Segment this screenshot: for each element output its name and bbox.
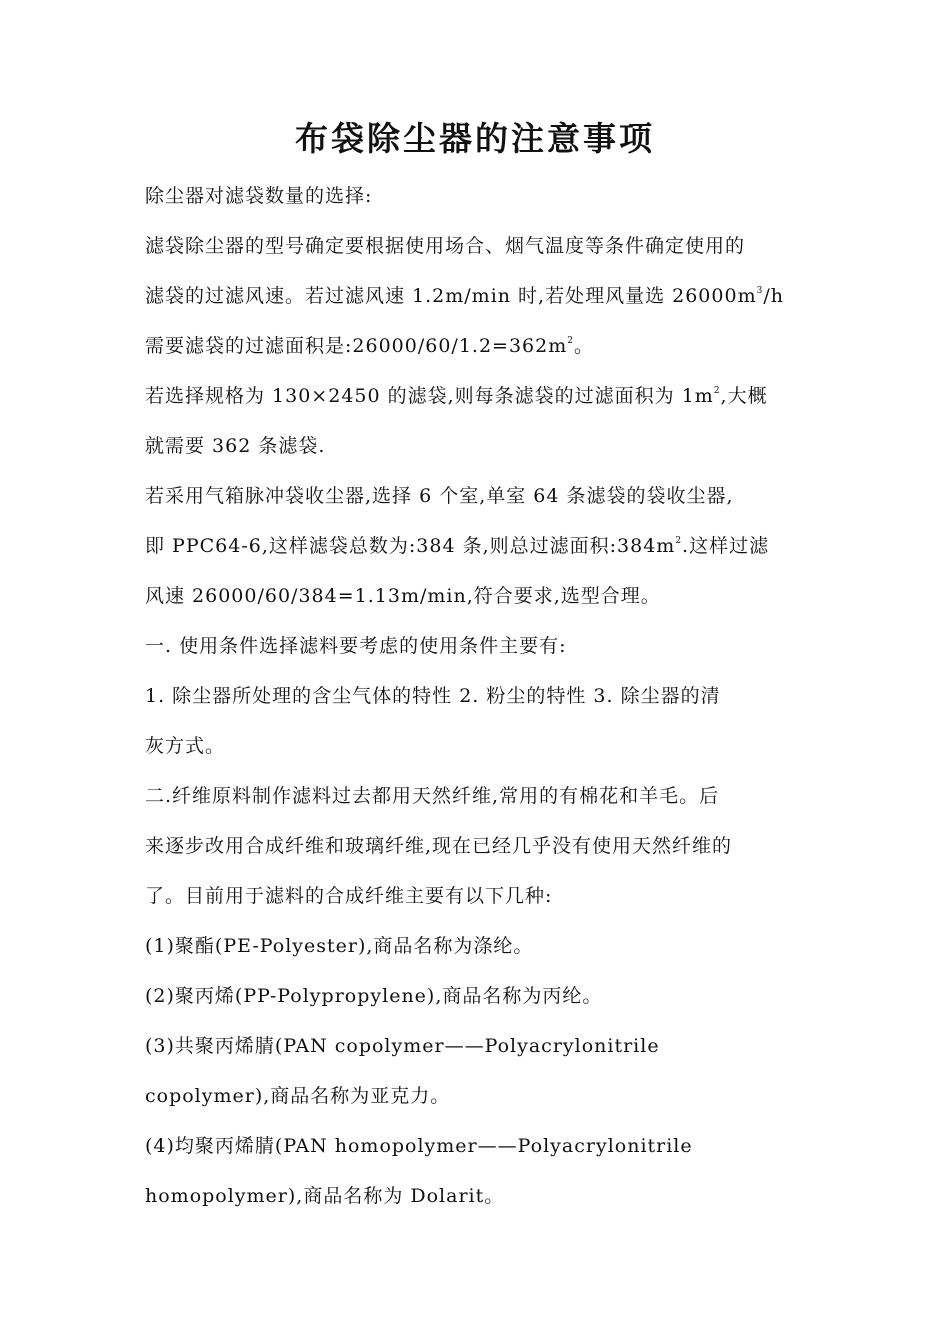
line-text: 若选择规格为 130×2450 的滤袋,则每条滤袋的过滤面积为 1m: [145, 385, 714, 407]
line-text-tail: ,大概: [720, 385, 768, 407]
document-body: [145, 171, 815, 1221]
line-text: copolymer),商品名称为亚克力。: [145, 1085, 451, 1107]
line-text: 1. 除尘器所处理的含尘气体的特性 2. 粉尘的特性 3. 除尘器的清: [145, 685, 721, 707]
superscript-exponent: 2: [567, 336, 574, 346]
section-heading-line: [145, 771, 815, 821]
line-text: 一. 使用条件选择滤料要考虑的使用条件主要有:: [145, 635, 567, 657]
document-title: 布袋除尘器的注意事项: [295, 119, 655, 158]
line-text: 滤袋的过滤风速。若过滤风速 1.2m/min 时,若处理风量选 26000m: [145, 285, 757, 307]
line-text: (2)聚丙烯(PP-Polypropylene),商品名称为丙纶。: [145, 985, 603, 1007]
paragraph-line: [145, 521, 815, 571]
line-text-tail: 。: [573, 335, 594, 357]
line-text: homopolymer),商品名称为 Dolarit。: [145, 1185, 505, 1207]
line-text: 即 PPC64-6,这样滤袋总数为:384 条,则总过滤面积:384m: [145, 535, 676, 557]
line-text: (4)均聚丙烯腈(PAN homopolymer——Polyacrylonitrile: [145, 1135, 693, 1157]
line-text: (3)共聚丙烯腈(PAN copolymer——Polyacrylonitrile: [145, 1035, 660, 1057]
paragraph-line: [145, 671, 815, 721]
paragraph-line: [145, 371, 815, 421]
list-item-continuation: [145, 1171, 815, 1221]
list-item: [145, 1021, 815, 1071]
list-item: [145, 921, 815, 971]
paragraph-line: [145, 571, 815, 621]
paragraph-line: [145, 271, 815, 321]
line-text: 灰方式。: [145, 735, 226, 757]
line-text: 二.纤维原料制作滤料过去都用天然纤维,常用的有棉花和羊毛。后: [145, 785, 720, 807]
line-text: 滤袋除尘器的型号确定要根据使用场合、烟气温度等条件确定使用的: [145, 235, 746, 257]
line-text-tail: /h: [763, 285, 784, 307]
list-item-continuation: [145, 1071, 815, 1121]
section-heading-line: [145, 621, 815, 671]
line-text: 若采用气箱脉冲袋收尘器,选择 6 个室,单室 64 条滤袋的袋收尘器,: [145, 485, 734, 507]
line-text: 了。目前用于滤料的合成纤维主要有以下几种:: [145, 885, 553, 907]
line-text: 需要滤袋的过滤面积是:26000/60/1.2=362m: [145, 335, 568, 357]
line-text: (1)聚酯(PE-Polyester),商品名称为涤纶。: [145, 935, 534, 957]
line-text: 风速 26000/60/384=1.13m/min,符合要求,选型合理。: [145, 585, 661, 607]
list-item: [145, 971, 815, 1021]
paragraph-line: [145, 221, 815, 271]
paragraph-line: [145, 471, 815, 521]
paragraph-line: [145, 871, 815, 921]
line-text: 就需要 362 条滤袋.: [145, 435, 326, 457]
list-item: [145, 1121, 815, 1171]
line-text: 来逐步改用合成纤维和玻璃纤维,现在已经几乎没有使用天然纤维的: [145, 835, 733, 857]
paragraph-line: [145, 721, 815, 771]
superscript-exponent: 2: [713, 386, 721, 396]
paragraph-line: [145, 821, 815, 871]
line-text-tail: .这样过滤: [682, 535, 770, 557]
paragraph-line: [145, 171, 815, 221]
paragraph-line: [145, 321, 815, 371]
paragraph-line: [145, 421, 815, 471]
superscript-exponent: 3: [756, 286, 764, 296]
line-text: 除尘器对滤袋数量的选择:: [145, 185, 373, 207]
superscript-exponent: 2: [675, 536, 683, 546]
